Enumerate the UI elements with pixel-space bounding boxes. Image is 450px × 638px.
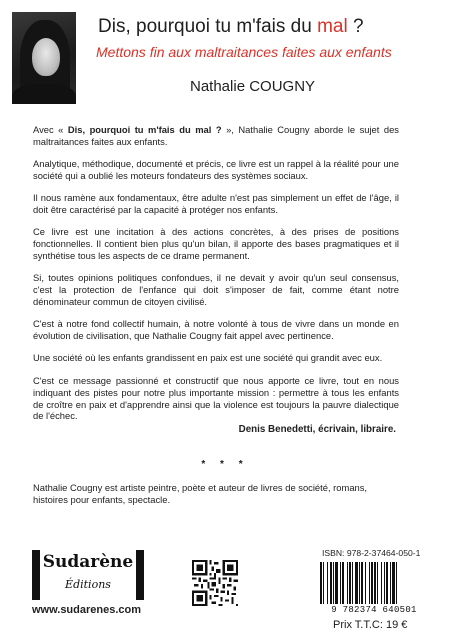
author-name: Nathalie COUGNY	[190, 78, 316, 95]
price: Prix T.T.C: 19 €	[333, 619, 408, 631]
author-face	[32, 38, 60, 76]
p1-pre: Avec «	[33, 124, 68, 135]
logo-left-bar	[32, 550, 40, 600]
paragraph-6: C'est à notre fond collectif humain, à notre volonté à tous de vivre dans un monde en évolution de civilisation, que Nathalie Cougny fait appel avec pertinence.	[33, 318, 399, 341]
title-accent: mal	[317, 16, 348, 37]
paragraph-3: Il nous ramène aux fondamentaux, être adulte n'est pas simplement un effet de l'âge, il doit être caractérisé par la capacité à protéger nos enfants.	[33, 192, 399, 215]
book-subtitle: Mettons fin aux maltraitances faites aux enfants	[96, 44, 392, 60]
isbn: ISBN: 978-2-37464-050-1	[322, 548, 421, 558]
publisher-editions: Éditions	[65, 578, 111, 591]
signature: Denis Benedetti, écrivain, libraire.	[238, 424, 396, 435]
author-bio: Nathalie Cougny est artiste peintre, poète et auteur de livres de société, romans, histoires pour enfants, spectacle.	[33, 482, 368, 505]
publisher-logo	[32, 550, 144, 602]
separator-stars: * * *	[201, 459, 249, 470]
title-main: Dis, pourquoi tu m'fais du	[98, 16, 318, 37]
p1-post: », Nathalie Cougny aborde le sujet des maltraitances faites aux enfants.	[33, 124, 399, 147]
barcode-digits: 9 782374 640501	[331, 605, 417, 615]
paragraph-8: C'est ce message passionné et constructif que nous apporte ce livre, tout en nous indiquant des pistes pour notre plus importante mission : permettre à tous les enfants de croître en paix et d'apprendre ainsi que la violence est toujours la pauvre dialectique de l'échec.	[33, 375, 399, 422]
paragraph-4: Ce livre est une incitation à des actions concrètes, à des prises de positions fonctionnelles. Il contient bien plus qu'un bilan, il apporte des bases pragmatiques et il synthétise tous les aspects de ce drame permanent.	[33, 226, 399, 261]
book-title	[98, 16, 443, 38]
publisher-name: Sudarène	[42, 552, 134, 572]
paragraph-5: Si, toutes opinions politiques confondues, il ne devait y avoir qu'un seul consensus, c'est la protection de l'enfance qui doit s'imposer de fait, comme étant notre dénominateur commun de citoyen civilisé.	[33, 272, 399, 307]
author-shoulder	[12, 84, 76, 104]
paragraph-7: Une société où les enfants grandissent en paix est une société qui grandit avec eux.	[33, 352, 383, 363]
author-photo	[12, 12, 76, 104]
p1-bold: Dis, pourquoi tu m'fais du mal ?	[67, 124, 222, 135]
logo-right-bar	[136, 550, 144, 600]
qr-code	[192, 560, 238, 606]
paragraph-1	[33, 124, 399, 148]
barcode	[318, 562, 430, 604]
paragraph-2: Analytique, méthodique, documenté et précis, ce livre est un rappel à la réalité pour une société qui a oublié les moteurs fondateurs des systèmes sociaux.	[33, 158, 399, 181]
title-end: ?	[347, 16, 364, 37]
publisher-website: www.sudarenes.com	[32, 604, 142, 616]
